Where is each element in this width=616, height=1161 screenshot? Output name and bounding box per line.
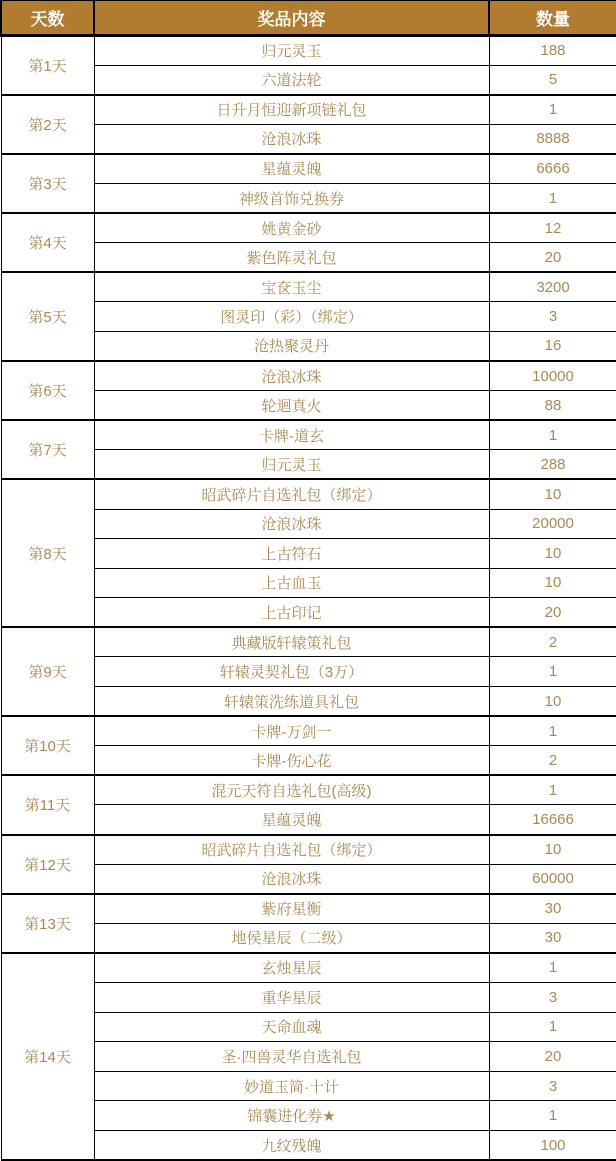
table-row xyxy=(1,509,616,539)
prize-name-cell: 地侯星辰（二级） xyxy=(94,923,489,953)
prize-name-cell: 姚黄金砂 xyxy=(94,213,489,243)
prize-qty-cell: 1 xyxy=(489,657,616,687)
prize-qty-cell: 60000 xyxy=(489,864,616,894)
prize-name-cell: 九纹残魄 xyxy=(94,1130,489,1160)
prize-name-cell: 归元灵玉 xyxy=(94,450,489,480)
prize-name-cell: 卡牌-万剑一 xyxy=(94,716,489,746)
prize-name-cell: 重华星辰 xyxy=(94,983,489,1013)
table-row xyxy=(1,36,616,66)
prize-name-cell: 六道法轮 xyxy=(94,65,489,95)
table-row xyxy=(1,983,616,1013)
table-row xyxy=(1,183,616,213)
prize-name-cell: 锦囊进化券★ xyxy=(94,1101,489,1131)
table-row xyxy=(1,479,616,509)
table-row xyxy=(1,568,616,598)
reward-table-body xyxy=(1,36,616,1161)
table-row xyxy=(1,627,616,657)
table-row xyxy=(1,1042,616,1072)
prize-qty-cell: 30 xyxy=(489,923,616,953)
prize-name-cell: 妙道玉简·十计 xyxy=(94,1071,489,1101)
prize-name-cell: 星蕴灵魄 xyxy=(94,805,489,835)
table-row xyxy=(1,1071,616,1101)
prize-qty-cell: 1 xyxy=(489,420,616,450)
table-row xyxy=(1,835,616,865)
prize-name-cell: 上古血玉 xyxy=(94,568,489,598)
prize-qty-cell: 5 xyxy=(489,65,616,95)
prize-qty-cell: 20 xyxy=(489,243,616,273)
prize-qty-cell: 16666 xyxy=(489,805,616,835)
prize-name-cell: 沧浪冰珠 xyxy=(94,864,489,894)
day-cell: 第11天 xyxy=(1,775,94,834)
table-row xyxy=(1,391,616,421)
header-cell-day: 天数 xyxy=(1,1,94,36)
prize-name-cell: 圣·四兽灵华自选礼包 xyxy=(94,1042,489,1072)
day-cell: 第10天 xyxy=(1,716,94,775)
prize-qty-cell: 10 xyxy=(489,568,616,598)
prize-name-cell: 轮迴真火 xyxy=(94,391,489,421)
day-cell: 第1天 xyxy=(1,36,94,95)
table-row xyxy=(1,272,616,302)
table-row xyxy=(1,243,616,273)
table-row xyxy=(1,539,616,569)
prize-qty-cell: 10 xyxy=(489,479,616,509)
prize-name-cell: 轩辕灵契礼包（3万） xyxy=(94,657,489,687)
prize-name-cell: 沧浪冰珠 xyxy=(94,361,489,391)
prize-qty-cell: 12 xyxy=(489,213,616,243)
prize-qty-cell: 20000 xyxy=(489,509,616,539)
table-row xyxy=(1,923,616,953)
prize-qty-cell: 100 xyxy=(489,1130,616,1160)
day-cell: 第12天 xyxy=(1,835,94,894)
table-row xyxy=(1,124,616,154)
prize-qty-cell: 88 xyxy=(489,391,616,421)
prize-qty-cell: 30 xyxy=(489,894,616,924)
day-cell: 第13天 xyxy=(1,894,94,953)
prize-name-cell: 归元灵玉 xyxy=(94,36,489,66)
prize-qty-cell: 16 xyxy=(489,331,616,361)
header-cell-qty: 数量 xyxy=(489,1,616,36)
prize-qty-cell: 3 xyxy=(489,1071,616,1101)
day-cell: 第5天 xyxy=(1,272,94,361)
prize-name-cell: 玄烛星辰 xyxy=(94,953,489,983)
day-cell: 第9天 xyxy=(1,627,94,716)
prize-qty-cell: 3 xyxy=(489,983,616,1013)
table-row xyxy=(1,775,616,805)
prize-name-cell: 昭武碎片自选礼包（绑定） xyxy=(94,835,489,865)
prize-name-cell: 卡牌-道玄 xyxy=(94,420,489,450)
prize-qty-cell: 10 xyxy=(489,687,616,717)
prize-qty-cell: 6666 xyxy=(489,154,616,184)
prize-qty-cell: 1 xyxy=(489,183,616,213)
prize-qty-cell: 1 xyxy=(489,775,616,805)
table-row xyxy=(1,746,616,776)
prize-name-cell: 星蕴灵魄 xyxy=(94,154,489,184)
prize-qty-cell: 1 xyxy=(489,716,616,746)
prize-qty-cell: 10000 xyxy=(489,361,616,391)
prize-qty-cell: 10 xyxy=(489,539,616,569)
table-row xyxy=(1,302,616,332)
table-row xyxy=(1,805,616,835)
table-row xyxy=(1,687,616,717)
table-row xyxy=(1,65,616,95)
prize-qty-cell: 8888 xyxy=(489,124,616,154)
prize-name-cell: 紫色阵灵礼包 xyxy=(94,243,489,273)
prize-qty-cell: 1 xyxy=(489,1101,616,1131)
prize-qty-cell: 2 xyxy=(489,746,616,776)
prize-name-cell: 沧热聚灵丹 xyxy=(94,331,489,361)
header-row xyxy=(1,1,616,36)
day-cell: 第14天 xyxy=(1,953,94,1160)
prize-qty-cell: 1 xyxy=(489,1012,616,1042)
day-cell: 第4天 xyxy=(1,213,94,272)
prize-qty-cell: 2 xyxy=(489,627,616,657)
table-row xyxy=(1,213,616,243)
prize-qty-cell: 3200 xyxy=(489,272,616,302)
prize-name-cell: 卡牌-伤心花 xyxy=(94,746,489,776)
prize-qty-cell: 188 xyxy=(489,36,616,66)
prize-name-cell: 混元天符自选礼包(高级) xyxy=(94,775,489,805)
table-row xyxy=(1,361,616,391)
prize-qty-cell: 3 xyxy=(489,302,616,332)
prize-name-cell: 上古印记 xyxy=(94,598,489,628)
day-cell: 第2天 xyxy=(1,95,94,154)
prize-name-cell: 昭武碎片自选礼包（绑定） xyxy=(94,479,489,509)
table-row xyxy=(1,450,616,480)
prize-qty-cell: 20 xyxy=(489,598,616,628)
prize-qty-cell: 20 xyxy=(489,1042,616,1072)
prize-name-cell: 沧浪冰珠 xyxy=(94,509,489,539)
table-row xyxy=(1,657,616,687)
table-row xyxy=(1,154,616,184)
prize-name-cell: 图灵印（彩）（绑定） xyxy=(94,302,489,332)
day-cell: 第6天 xyxy=(1,361,94,420)
table-row xyxy=(1,95,616,125)
table-row xyxy=(1,894,616,924)
table-row xyxy=(1,420,616,450)
prize-name-cell: 神级首饰兑换券 xyxy=(94,183,489,213)
table-row xyxy=(1,331,616,361)
table-row xyxy=(1,1130,616,1160)
prize-name-cell: 轩辕策洗练道具礼包 xyxy=(94,687,489,717)
prize-qty-cell: 1 xyxy=(489,953,616,983)
prize-qty-cell: 1 xyxy=(489,95,616,125)
table-row xyxy=(1,864,616,894)
day-cell: 第8天 xyxy=(1,479,94,627)
prize-name-cell: 宝奁玉尘 xyxy=(94,272,489,302)
prize-name-cell: 天命血魂 xyxy=(94,1012,489,1042)
table-row xyxy=(1,598,616,628)
prize-name-cell: 典藏版轩辕策礼包 xyxy=(94,627,489,657)
day-cell: 第3天 xyxy=(1,154,94,213)
table-row xyxy=(1,953,616,983)
table-row xyxy=(1,1012,616,1042)
header-cell-prize: 奖品内容 xyxy=(94,1,489,36)
table-row xyxy=(1,716,616,746)
prize-name-cell: 上古符石 xyxy=(94,539,489,569)
table-row xyxy=(1,1101,616,1131)
prize-qty-cell: 10 xyxy=(489,835,616,865)
prize-name-cell: 日升月恒迎新项链礼包 xyxy=(94,95,489,125)
prize-name-cell: 沧浪冰珠 xyxy=(94,124,489,154)
day-cell: 第7天 xyxy=(1,420,94,479)
prize-name-cell: 紫府星衡 xyxy=(94,894,489,924)
prize-qty-cell: 288 xyxy=(489,450,616,480)
